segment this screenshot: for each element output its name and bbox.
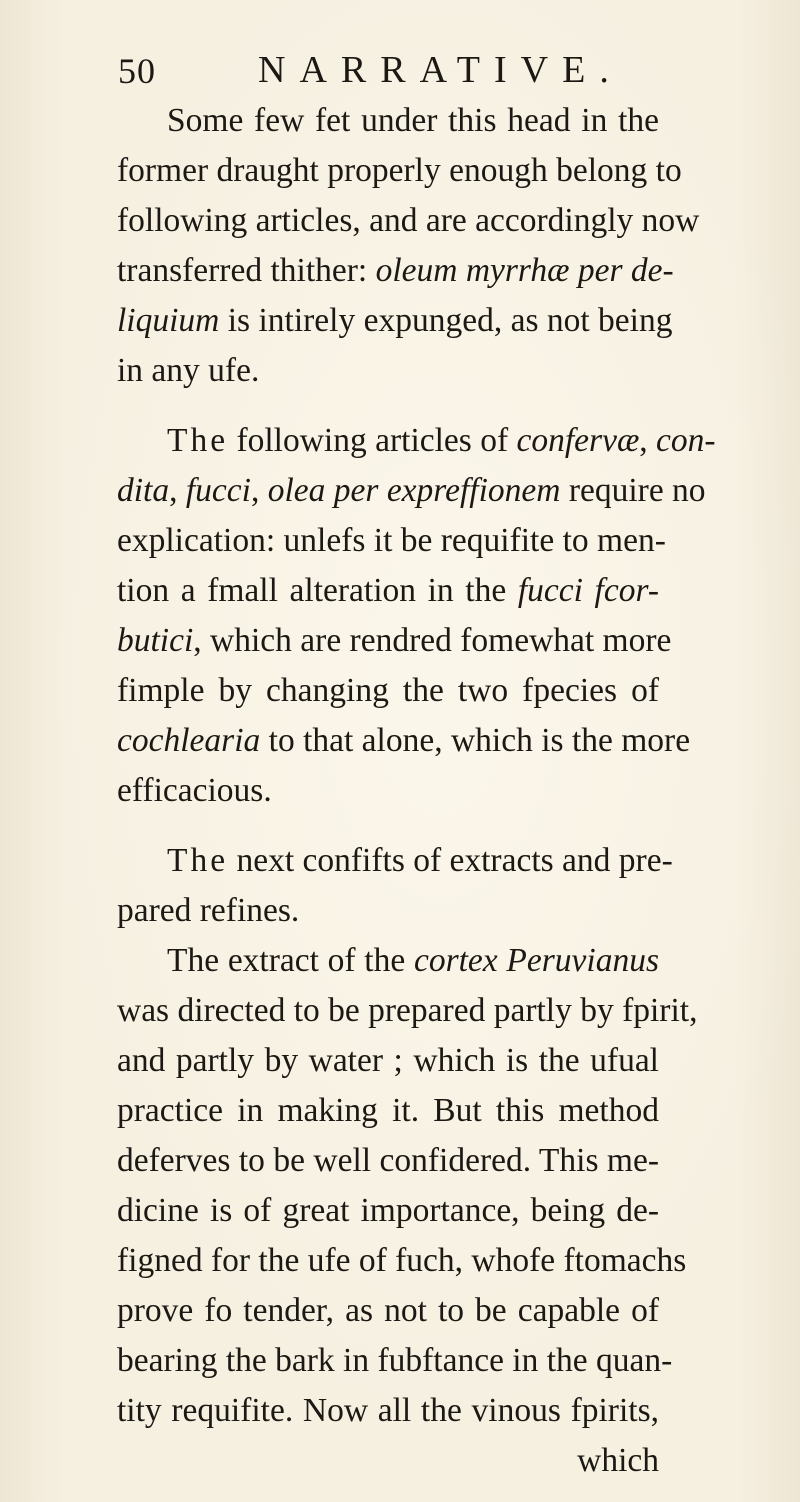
text-run: , which are rendred fomewhat more [193, 622, 672, 659]
text-run: pared refines. [117, 892, 300, 929]
text-run: and partly by water ; which is the ufual [117, 1042, 659, 1079]
text-line [117, 96, 659, 146]
text-run: efficacious. [117, 772, 272, 809]
text-line [117, 196, 700, 246]
text-run: , [250, 472, 268, 509]
text-line [117, 466, 706, 516]
text-run: require no [560, 472, 706, 509]
text-line [117, 836, 673, 886]
text-run: was directed to be prepared partly by fpirit, [117, 992, 698, 1029]
catchword: which [577, 1442, 659, 1479]
page-number: 50 [118, 51, 156, 91]
text-line [117, 1086, 659, 1136]
text-run: transferred thither: [117, 252, 376, 289]
text-line [117, 346, 659, 396]
italic-run: liquium [117, 302, 220, 339]
text-run: , [169, 472, 186, 509]
text-line [117, 516, 666, 566]
body-text [117, 96, 716, 1486]
text-line [117, 1186, 659, 1236]
text-run: tity requifite. Now all the vinous fpirits, [117, 1392, 659, 1429]
running-head: NARRATIVE. [258, 49, 623, 91]
text-line [117, 986, 698, 1036]
text-line [117, 296, 673, 346]
paragraph [117, 936, 698, 1436]
text-line [117, 936, 659, 986]
text-run: following articles of [228, 422, 517, 459]
italic-run: cortex Peruvianus [413, 942, 659, 979]
paragraph [117, 836, 673, 936]
text-run: Some few fet under this head in the [167, 102, 659, 139]
text-line [117, 416, 716, 466]
text-line [117, 1136, 659, 1186]
text-run: , [639, 422, 657, 459]
text-run: prove fo tender, as not to be capable of [117, 1292, 659, 1329]
text-run: tion a fmall alteration in the [117, 572, 518, 609]
italic-run: cochlearia [117, 722, 261, 759]
text-run: is intirely expunged, as not being [219, 302, 673, 339]
italic-run: dita [117, 472, 170, 509]
text-run: to that alone, which is the more [260, 722, 691, 759]
text-run: bearing the bark in fubftance in the quan- [117, 1342, 673, 1379]
text-line [117, 1036, 659, 1086]
text-line [117, 1236, 687, 1286]
text-run: The extract of the [167, 942, 414, 979]
text-line [117, 1336, 673, 1386]
italic-run: olea per expreffionem [267, 472, 561, 509]
text-run: dicine is of great importance, being de- [117, 1192, 659, 1229]
text-line [117, 886, 659, 936]
text-line [117, 1386, 659, 1436]
text-line [117, 246, 674, 296]
text-run: following articles, and are accordingly now [117, 202, 700, 239]
text-line [117, 146, 682, 196]
text-run: figned for the ufe of fuch, whofe ftomachs [117, 1242, 687, 1279]
text-run: explication: unlefs it be requifite to men- [117, 522, 666, 559]
text-line [117, 716, 691, 766]
text-line [117, 566, 659, 616]
italic-run: fucci fcor- [517, 572, 659, 609]
italic-run: oleum myrrhæ per de- [375, 252, 674, 289]
text-line [117, 766, 659, 816]
text-line [117, 616, 672, 666]
italic-run: con- [656, 422, 716, 459]
text-run: The [167, 842, 229, 879]
text-run: fimple by changing the two fpecies of [117, 672, 659, 709]
page-header [118, 44, 678, 94]
text-run: next confifts of extracts and pre- [228, 842, 673, 879]
paragraph [117, 416, 716, 816]
text-run: practice in making it. But this method [117, 1092, 659, 1129]
italic-run: fucci [185, 472, 251, 509]
text-run: deferves to be well confidered. This me- [117, 1142, 659, 1179]
text-run: former draught properly enough belong to [117, 152, 682, 189]
text-line [117, 666, 659, 716]
text-run: The [167, 422, 229, 459]
italic-run: confervæ [516, 422, 640, 459]
italic-run: butici [117, 622, 194, 659]
text-run: in any ufe. [117, 352, 260, 389]
paragraph [117, 96, 700, 396]
text-line [117, 1286, 659, 1336]
